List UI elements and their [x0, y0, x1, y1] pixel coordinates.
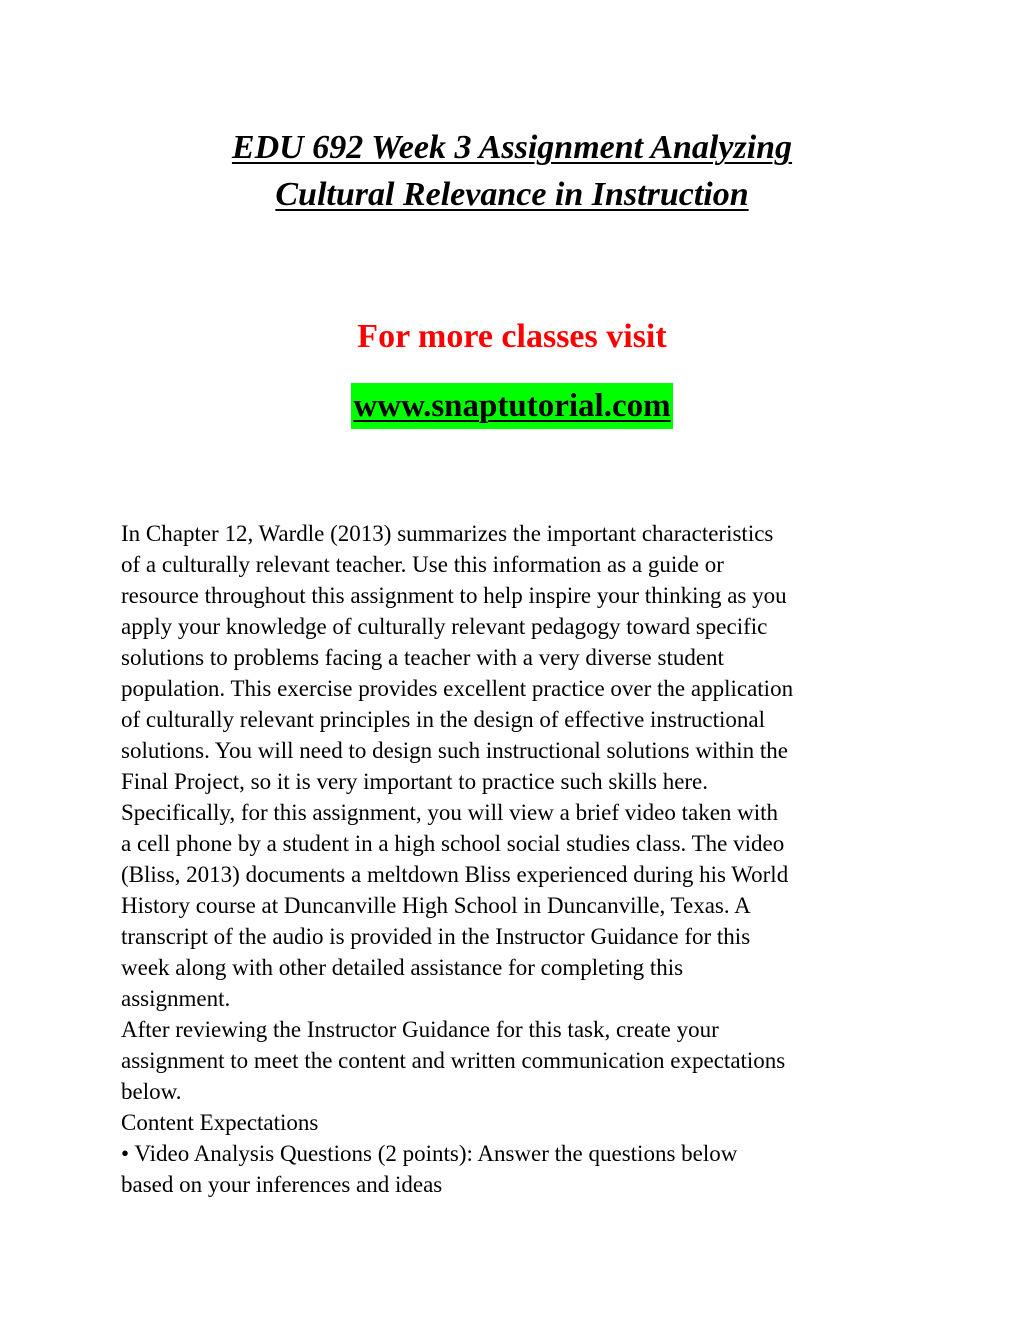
body-line: week along with other detailed assistance for completing this — [121, 955, 684, 980]
body-line: After reviewing the Instructor Guidance for this task, create your — [121, 1017, 719, 1042]
body-line: population. This exercise provides excellent practice over the application — [121, 676, 794, 701]
body-line: assignment to meet the content and written communication expectations — [121, 1048, 786, 1073]
body-line: Final Project, so it is very important to practice such skills here. — [121, 769, 709, 794]
body-line: assignment. — [121, 986, 231, 1011]
body-line: In Chapter 12, Wardle (2013) summarizes the important characteristics — [121, 521, 774, 546]
bullet-item: • Video Analysis Questions (2 points): Answer the questions below — [121, 1141, 738, 1166]
body-line: resource throughout this assignment to help inspire your thinking as you — [121, 583, 787, 608]
body-line: a cell phone by a student in a high school social studies class. The video — [121, 831, 785, 856]
body-line: below. — [121, 1079, 182, 1104]
section-heading: Content Expectations — [121, 1110, 319, 1135]
body-line: of culturally relevant principles in the design of effective instructional — [121, 707, 765, 732]
body-line: History course at Duncanville High School in Duncanville, Texas. A — [121, 893, 751, 918]
title-line-2: Cultural Relevance in Instruction — [275, 176, 749, 213]
website-link[interactable]: www.snaptutorial.com — [351, 383, 672, 429]
promo-text: For more classes visit — [357, 318, 667, 355]
link-container — [0, 383, 1024, 429]
body-line: transcript of the audio is provided in the Instructor Guidance for this — [121, 924, 751, 949]
title-line-1: EDU 692 Week 3 Assignment Analyzing — [231, 129, 793, 166]
body-line: Specifically, for this assignment, you will view a brief video taken with — [121, 800, 779, 825]
document-title — [0, 124, 1024, 218]
body-line: solutions to problems facing a teacher with a very diverse student — [121, 645, 724, 670]
body-line: apply your knowledge of culturally relevant pedagogy toward specific — [121, 614, 768, 639]
body-line: (Bliss, 2013) documents a meltdown Bliss experienced during his World — [121, 862, 789, 887]
body-line: of a culturally relevant teacher. Use this information as a guide or — [121, 552, 724, 577]
body-line: solutions. You will need to design such instructional solutions within the — [121, 738, 788, 763]
body-line: based on your inferences and ideas — [121, 1172, 443, 1197]
body-text — [121, 518, 921, 1200]
